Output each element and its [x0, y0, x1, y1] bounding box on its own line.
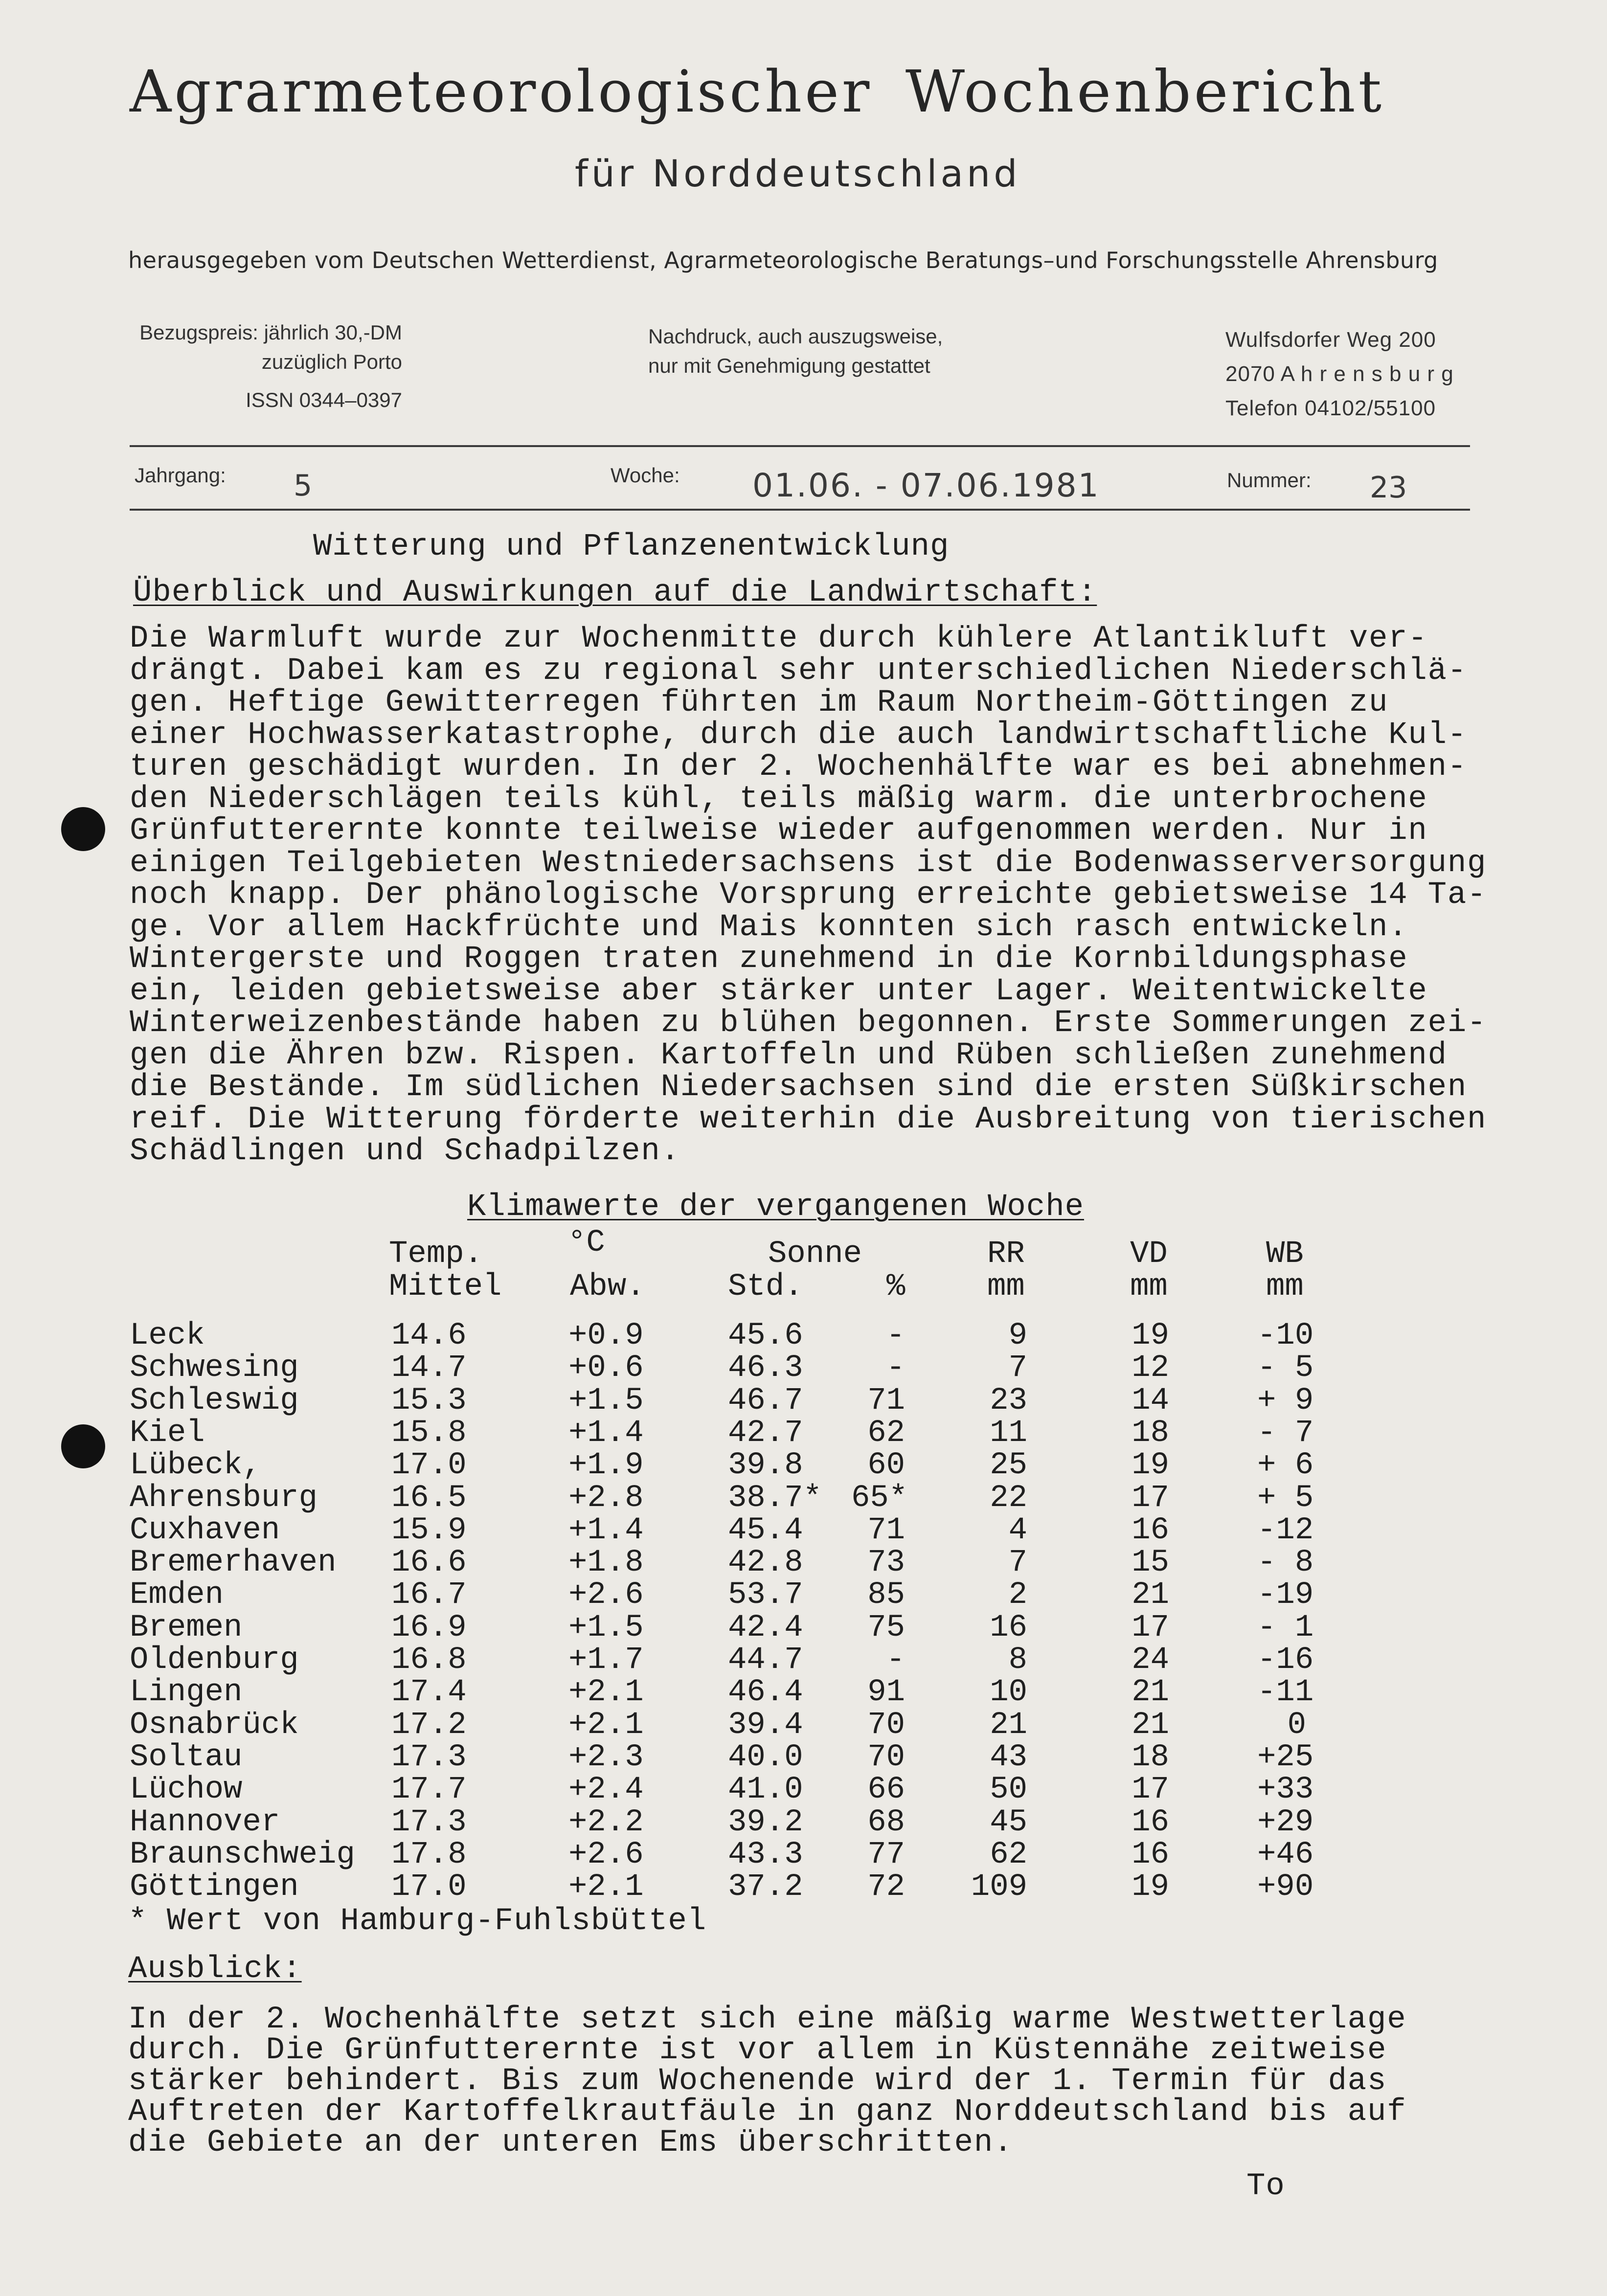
publisher-line: herausgegeben vom Deutschen Wetterdienst, Agrarmeteorologische Beratungs–und Forschungsstelle Ahrensburg — [128, 247, 1438, 273]
cell-wb: - 5 — [1257, 1351, 1314, 1386]
header-std: Std. — [728, 1269, 803, 1305]
cell-vd: 17 — [1132, 1610, 1169, 1645]
cell-temp: 17.8 — [391, 1837, 467, 1872]
cell-rr: 109 — [971, 1869, 1027, 1905]
cell-station: Leck — [130, 1318, 205, 1353]
punch-hole-bottom — [61, 1424, 105, 1468]
porto-line: zuzüglich Porto — [261, 350, 402, 373]
table-footnote: * Wert von Hamburg-Fuhlsbüttel — [128, 1904, 707, 1939]
cell-wb: -11 — [1257, 1675, 1314, 1711]
cell-rr: 11 — [990, 1415, 1027, 1451]
cell-temp: 16.6 — [391, 1545, 467, 1581]
cell-rr: 50 — [990, 1772, 1027, 1808]
cell-wb: +90 — [1257, 1869, 1314, 1905]
cell-abw: +2.6 — [568, 1577, 644, 1613]
cell-station: Emden — [130, 1577, 224, 1613]
punch-hole-top — [61, 807, 105, 851]
woche-value: 01.06. - 07.06.1981 — [752, 467, 1100, 504]
cell-abw: +1.5 — [568, 1383, 644, 1418]
cell-vd: 18 — [1132, 1415, 1169, 1451]
cell-station: Ahrensburg — [130, 1480, 318, 1516]
issn: ISSN 0344–0397 — [246, 388, 402, 411]
cell-wb: -10 — [1257, 1318, 1314, 1353]
cell-temp: 14.7 — [391, 1351, 467, 1386]
cell-pct: 70 — [867, 1707, 905, 1743]
cell-temp: 17.4 — [391, 1675, 467, 1711]
cell-pct: 73 — [867, 1545, 905, 1581]
cell-pct: 71 — [867, 1383, 905, 1418]
cell-abw: +2.4 — [568, 1772, 644, 1808]
cell-wb: -16 — [1257, 1643, 1314, 1678]
report-title: Agrarmeteorologischer Wochenbericht — [130, 58, 1385, 125]
cell-abw: +1.8 — [568, 1545, 644, 1581]
cell-wb: - 1 — [1257, 1610, 1314, 1645]
cell-pct: 72 — [867, 1869, 905, 1905]
cell-wb: + 6 — [1257, 1448, 1314, 1484]
price-info — [128, 318, 402, 415]
section-heading: Witterung und Pflanzenentwicklung — [313, 529, 950, 564]
cell-temp: 16.9 — [391, 1610, 467, 1645]
permission-line: nur mit Genehmigung gestattet — [648, 354, 930, 377]
cell-pct: 91 — [867, 1675, 905, 1711]
cell-vd: 24 — [1132, 1643, 1169, 1678]
header-mittel: Mittel — [389, 1269, 502, 1305]
cell-pct: 71 — [867, 1512, 905, 1548]
price-line: Bezugspreis: jährlich 30,-DM — [139, 321, 402, 344]
cell-temp: 15.9 — [391, 1512, 467, 1548]
cell-std: 42.7 — [728, 1415, 803, 1451]
cell-abw: +0.6 — [568, 1351, 644, 1386]
report-subtitle: für Norddeutschland — [575, 152, 1021, 195]
cell-std: 40.0 — [728, 1739, 803, 1775]
header-degc: °C — [567, 1225, 605, 1261]
cell-vd: 19 — [1132, 1448, 1169, 1484]
cell-vd: 21 — [1132, 1577, 1169, 1613]
cell-station: Kiel — [130, 1415, 205, 1451]
cell-wb: - 8 — [1257, 1545, 1314, 1581]
table-title: Klimawerte der vergangenen Woche — [467, 1190, 1084, 1225]
cell-temp: 16.8 — [391, 1643, 467, 1678]
header-rr-unit: mm — [987, 1269, 1025, 1305]
cell-pct: 75 — [867, 1610, 905, 1645]
outlook-text: In der 2. Wochenhälfte setzt sich eine mäßig warme Westwetterlage durch. Die Grünfutterernte ist vor allem in Küstennähe zeitweise stärker behindert. Bis zum Wochenende wird der 1. Termin für das Auftreten der Kartoffelkrautfäule in ganz Norddeutschland bis auf die Gebiete an der unteren Ems überschritten. — [128, 2002, 1407, 2161]
cell-wb: 0 — [1287, 1707, 1306, 1743]
cell-temp: 16.5 — [391, 1480, 467, 1516]
cell-abw: +2.1 — [568, 1869, 644, 1905]
cell-abw: +2.1 — [568, 1675, 644, 1711]
cell-wb: +25 — [1257, 1739, 1314, 1775]
cell-station: Braunschweig — [130, 1837, 355, 1872]
address-block — [1225, 323, 1454, 426]
cell-vd: 18 — [1132, 1739, 1169, 1775]
cell-abw: +1.9 — [568, 1448, 644, 1484]
cell-abw: +1.7 — [568, 1643, 644, 1678]
cell-pct: 62 — [867, 1415, 905, 1451]
cell-std: 45.4 — [728, 1512, 803, 1548]
jahrgang-label: Jahrgang: — [135, 464, 226, 487]
cell-pct: 65* — [851, 1480, 908, 1516]
cell-temp: 15.3 — [391, 1383, 467, 1418]
overview-title: Überblick und Auswirkungen auf die Landwirtschaft: — [133, 575, 1097, 610]
signature-initials: To — [1246, 2169, 1285, 2204]
top-rule — [130, 445, 1470, 447]
cell-wb: +29 — [1257, 1804, 1314, 1840]
cell-vd: 17 — [1132, 1772, 1169, 1808]
cell-temp: 15.8 — [391, 1415, 467, 1451]
cell-std: 45.6 — [728, 1318, 803, 1353]
cell-pct: 60 — [867, 1448, 905, 1484]
cell-station: Bremen — [130, 1610, 243, 1645]
cell-station: Lingen — [130, 1675, 243, 1711]
header-temp: Temp. — [389, 1237, 483, 1272]
cell-station: Lübeck, — [130, 1448, 261, 1484]
cell-rr: 25 — [990, 1448, 1027, 1484]
header-abw: Abw. — [570, 1269, 645, 1305]
cell-station: Hannover — [130, 1804, 280, 1840]
header-wb-unit: mm — [1266, 1269, 1304, 1305]
cell-rr: 62 — [990, 1837, 1027, 1872]
cell-std: 39.2 — [728, 1804, 803, 1840]
cell-vd: 14 — [1132, 1383, 1169, 1418]
cell-temp: 17.0 — [391, 1869, 467, 1905]
cell-std: 39.4 — [728, 1707, 803, 1743]
cell-abw: +2.1 — [568, 1707, 644, 1743]
phone-number: Telefon 04102/55100 — [1225, 396, 1436, 420]
cell-station: Göttingen — [130, 1869, 299, 1905]
cell-rr: 7 — [1008, 1545, 1027, 1581]
cell-pct: - — [886, 1318, 905, 1353]
cell-vd: 21 — [1132, 1675, 1169, 1711]
cell-wb: +46 — [1257, 1837, 1314, 1872]
outlook-title: Ausblick: — [128, 1952, 302, 1987]
cell-station: Oldenburg — [130, 1643, 299, 1678]
cell-vd: 19 — [1132, 1869, 1169, 1905]
cell-std: 41.0 — [728, 1772, 803, 1808]
overview-text: Die Warmluft wurde zur Wochenmitte durch kühlere Atlantikluft ver- drängt. Dabei kam es zu regional sehr unterschiedlichen Niederschlä- gen. Heftige Gewitterregen führten im Raum Northeim-Göttingen zu einer Hochwasserkatastrophe, durch die auch landwirtschaftliche Kul- turen geschädigt wurden. In der 2. Wochenhälfte war es bei abnehmen- den Niederschlägen teils kühl, teils mäßig warm. die unterbrochene Grünfutterernte konnte teilweise wieder aufgenommen werden. Nur in einigen Teilgebieten Westniedersachsens ist die Bodenwasserversorgung noch knapp. Der phänologische Vorsprung erreichte gebietsweise 14 Ta- ge. Vor allem Hackfrüchte und Mais konnten sich rasch entwickeln. Wintergerste und Roggen traten zunehmend in die Kornbildungsphase ein, leiden gebietsweise aber stärker unter Lager. Weitentwickelte Winterweizenbestände haben zu blühen begonnen. Erste Sommerungen zei- gen die Ähren bzw. Rispen. Kartoffeln und Rüben schließen zunehmend die Bestände. Im südlichen Niedersachsen sind die ersten Süßkirschen reif. Die Witterung förderte weiterhin die Ausbreitung von tierischen Schädlingen und Schadpilzen. — [130, 621, 1487, 1169]
cell-rr: 22 — [990, 1480, 1027, 1516]
header-vd: VD — [1130, 1237, 1168, 1272]
cell-vd: 16 — [1132, 1837, 1169, 1872]
city-address: 2070 A h r e n s b u r g — [1225, 362, 1454, 386]
cell-rr: 21 — [990, 1707, 1027, 1743]
nummer-value: 23 — [1370, 471, 1407, 505]
cell-std: 37.2 — [728, 1869, 803, 1905]
cell-abw: +1.5 — [568, 1610, 644, 1645]
cell-temp: 14.6 — [391, 1318, 467, 1353]
cell-wb: + 9 — [1257, 1383, 1314, 1418]
cell-std: 46.3 — [728, 1351, 803, 1386]
cell-vd: 12 — [1132, 1351, 1169, 1386]
cell-std: 42.4 — [728, 1610, 803, 1645]
cell-rr: 8 — [1008, 1643, 1027, 1678]
cell-rr: 43 — [990, 1739, 1027, 1775]
cell-temp: 17.7 — [391, 1772, 467, 1808]
cell-vd: 15 — [1132, 1545, 1169, 1581]
bottom-rule — [130, 509, 1470, 511]
cell-vd: 16 — [1132, 1512, 1169, 1548]
cell-pct: 85 — [867, 1577, 905, 1613]
cell-station: Bremerhaven — [130, 1545, 337, 1581]
cell-rr: 4 — [1008, 1512, 1027, 1548]
cell-std: 46.4 — [728, 1675, 803, 1711]
cell-abw: +1.4 — [568, 1415, 644, 1451]
cell-abw: +2.8 — [568, 1480, 644, 1516]
cell-temp: 17.0 — [391, 1448, 467, 1484]
cell-rr: 2 — [1008, 1577, 1027, 1613]
cell-pct: 68 — [867, 1804, 905, 1840]
cell-station: Soltau — [130, 1739, 243, 1775]
cell-station: Schleswig — [130, 1383, 299, 1418]
cell-vd: 17 — [1132, 1480, 1169, 1516]
cell-pct: 66 — [867, 1772, 905, 1808]
cell-rr: 16 — [990, 1610, 1027, 1645]
cell-station: Cuxhaven — [130, 1512, 280, 1548]
cell-abw: +2.3 — [568, 1739, 644, 1775]
cell-pct: - — [886, 1351, 905, 1386]
cell-std: 46.7 — [728, 1383, 803, 1418]
cell-rr: 10 — [990, 1675, 1027, 1711]
header-rr: RR — [987, 1237, 1025, 1272]
cell-abw: +0.9 — [568, 1318, 644, 1353]
cell-std: 44.7 — [728, 1643, 803, 1678]
cell-std: 43.3 — [728, 1837, 803, 1872]
header-sonne: Sonne — [768, 1237, 862, 1272]
cell-temp: 16.7 — [391, 1577, 467, 1613]
cell-vd: 16 — [1132, 1804, 1169, 1840]
street-address: Wulfsdorfer Weg 200 — [1225, 328, 1436, 352]
header-vd-unit: mm — [1130, 1269, 1168, 1305]
reprint-note — [648, 322, 943, 381]
cell-wb: - 7 — [1257, 1415, 1314, 1451]
cell-rr: 23 — [990, 1383, 1027, 1418]
cell-station: Osnabrück — [130, 1707, 299, 1743]
cell-std: 42.8 — [728, 1545, 803, 1581]
cell-rr: 9 — [1008, 1318, 1027, 1353]
cell-pct: - — [886, 1643, 905, 1678]
woche-label: Woche: — [611, 464, 680, 487]
cell-station: Schwesing — [130, 1351, 299, 1386]
cell-wb: +33 — [1257, 1772, 1314, 1808]
cell-vd: 19 — [1132, 1318, 1169, 1353]
cell-abw: +1.4 — [568, 1512, 644, 1548]
cell-pct: 77 — [867, 1837, 905, 1872]
cell-std: 38.7* — [728, 1480, 822, 1516]
nummer-label: Nummer: — [1227, 469, 1312, 492]
header-wb: WB — [1266, 1237, 1304, 1272]
cell-abw: +2.2 — [568, 1804, 644, 1840]
jahrgang-value: 5 — [294, 469, 313, 503]
cell-wb: -19 — [1257, 1577, 1314, 1613]
header-pct: % — [886, 1269, 905, 1305]
cell-wb: + 5 — [1257, 1480, 1314, 1516]
cell-std: 53.7 — [728, 1577, 803, 1613]
cell-abw: +2.6 — [568, 1837, 644, 1872]
cell-vd: 21 — [1132, 1707, 1169, 1743]
cell-std: 39.8 — [728, 1448, 803, 1484]
cell-temp: 17.2 — [391, 1707, 467, 1743]
cell-pct: 70 — [867, 1739, 905, 1775]
cell-rr: 7 — [1008, 1351, 1027, 1386]
cell-rr: 45 — [990, 1804, 1027, 1840]
cell-station: Lüchow — [130, 1772, 243, 1808]
reprint-line: Nachdruck, auch auszugsweise, — [648, 325, 943, 348]
cell-wb: -12 — [1257, 1512, 1314, 1548]
cell-temp: 17.3 — [391, 1739, 467, 1775]
cell-temp: 17.3 — [391, 1804, 467, 1840]
